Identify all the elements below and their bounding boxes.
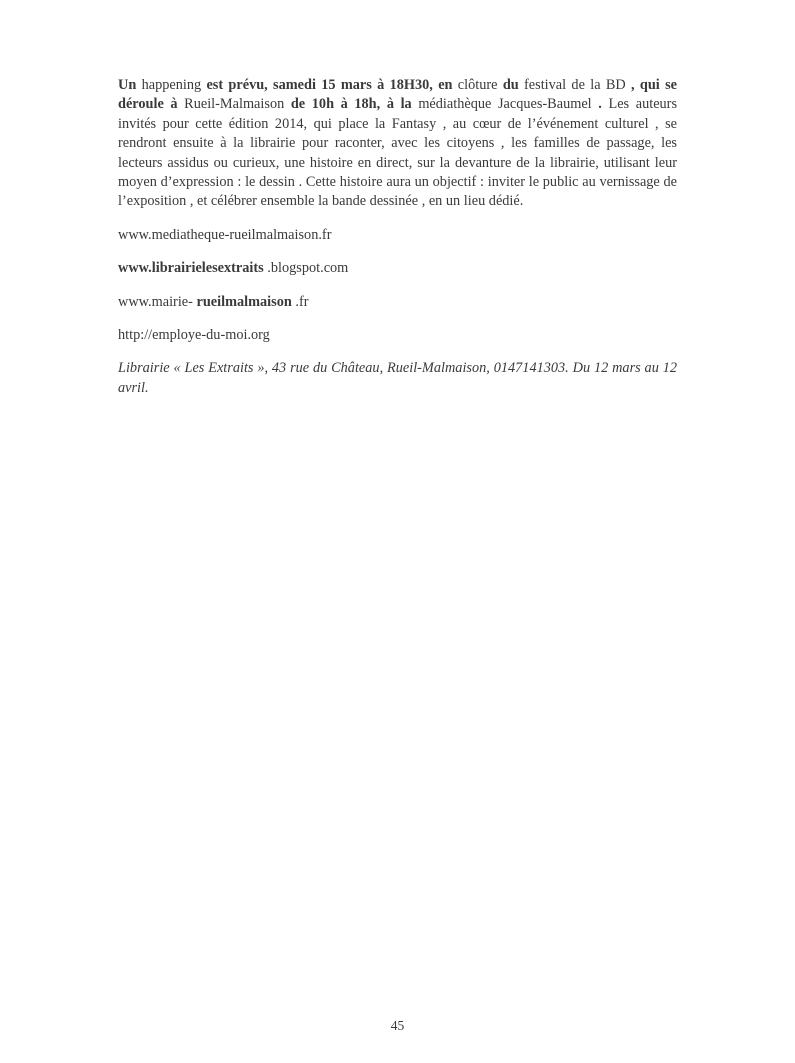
paragraph-run-bold: du — [502, 77, 519, 93]
paragraph-run-bold: est prévu, samedi 15 mars à 18H30, en — [206, 77, 453, 93]
link-librairie[interactable] — [118, 259, 677, 278]
link-mairie-suffix[interactable]: .fr — [291, 293, 309, 310]
paragraph-run: festival de la BD — [518, 77, 632, 93]
paragraph-run: Rueil-Malmaison — [177, 96, 291, 113]
link-employe-text[interactable]: http://employe-du-moi.org — [118, 327, 270, 344]
paragraph-run-bold: Un — [118, 77, 137, 93]
link-librairie-rest[interactable]: .blogspot.com — [263, 260, 349, 277]
link-employe[interactable] — [118, 326, 677, 345]
paragraph-run: médiathèque Jacques-Baumel — [411, 96, 599, 113]
bookshop-address: Librairie « Les Extraits », 43 rue du Château, Rueil-Malmaison, 0147141303. Du 12 mars au 12 avril. — [118, 360, 677, 396]
link-mediatheque-text[interactable]: www.mediatheque-rueilmalmaison.fr — [118, 226, 332, 243]
page-number: 45 — [390, 1018, 405, 1033]
paragraph-run-bold: de 10h à 18h, à la — [290, 96, 412, 113]
link-mairie-prefix[interactable]: www.mairie- — [118, 293, 197, 310]
link-mairie[interactable] — [118, 293, 677, 312]
link-mairie-bold[interactable]: rueilmalmaison — [196, 293, 292, 310]
link-mediatheque[interactable] — [118, 226, 677, 245]
paragraph-run-bold: . — [598, 96, 602, 113]
page-body — [118, 76, 677, 398]
paragraph-run: Les auteurs invités pour cette édition 2014, qui place la Fantasy , au cœur de l’événement culturel , se rendront ensuite à la librairie pour raconter, avec les citoyens , les familles de passage, les lecteurs assidus ou curieux, une histoire en direct, sur la devanture de la librairie, utilisant leur moyen d’expression : le dessin . Cette histoire aura un objectif : inviter le public au vernissage de l’exposition , et célébrer ensemble la bande dessinée , en un lieu dédié. — [118, 96, 678, 210]
paragraph-run: clôture — [452, 77, 503, 93]
paragraph-run: happening — [136, 77, 207, 93]
event-paragraph — [118, 76, 677, 212]
link-librairie-bold[interactable]: www.librairielesextraits — [118, 260, 264, 277]
paragraph-run-bold: , qui se déroule à — [118, 77, 677, 113]
